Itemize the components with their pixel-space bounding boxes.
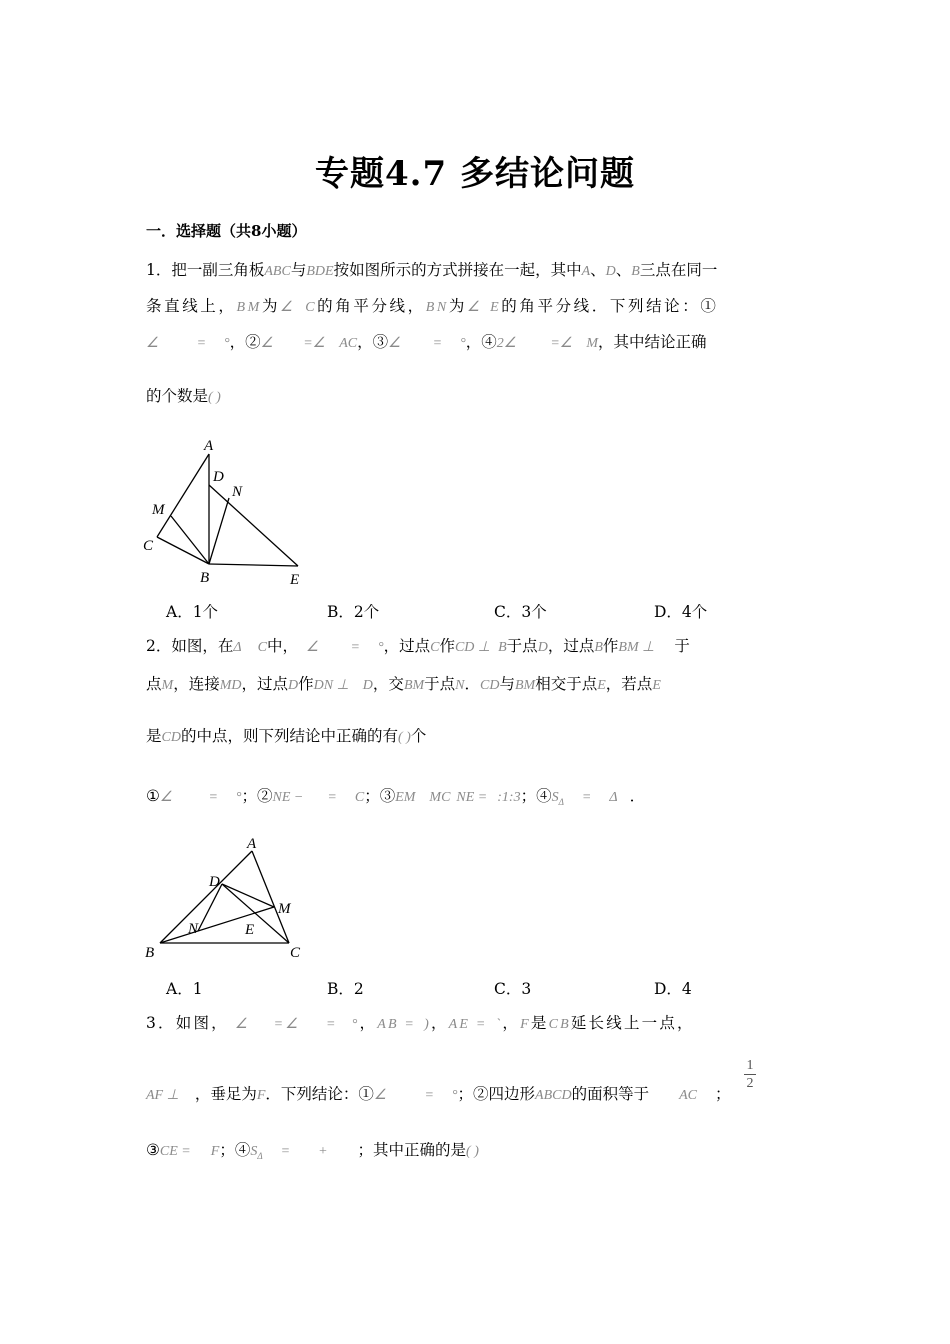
q2-label-m: M (278, 901, 291, 917)
q2-figure (138, 832, 318, 966)
q2-option-b[interactable]: B．2 (327, 980, 364, 998)
q2-label-a: A (247, 836, 257, 852)
q1-label-b: B (200, 570, 210, 586)
q1-option-d[interactable]: D．4个 (654, 603, 708, 621)
q2-label-b: B (145, 945, 155, 961)
q2-option-a[interactable]: A．1 (166, 980, 203, 998)
q1-label-n: N (232, 484, 243, 500)
q1-option-b[interactable]: B．2个 (327, 603, 380, 621)
q1-line-4: 的个数是( ) (146, 387, 221, 405)
q1-line-3: ∠ = °，②∠ =∠ AC，③∠ = °，④2∠ =∠ M，其中结论正确 (146, 333, 707, 351)
q1-line-1: 1．把一副三角板ABC与BDE按如图所示的方式拼接在一起，其中A、D、B三点在同一 (146, 261, 718, 279)
q3-fraction: 1 2 (744, 1058, 756, 1093)
section-heading: 一．选择题（共8小题） (146, 222, 307, 240)
q2-line-3: 是CD的中点，则下列结论中正确的有( )个 (146, 727, 427, 745)
q1-option-a[interactable]: A．1个 (166, 603, 219, 621)
q2-label-e: E (245, 922, 255, 938)
q2-label-d: D (209, 874, 220, 890)
q2-option-c[interactable]: C．3 (494, 980, 532, 998)
q2-label-n: N (188, 921, 199, 937)
page-title: 专题4.7 多结论问题 (315, 154, 635, 194)
q1-label-e: E (290, 572, 300, 588)
q1-option-c[interactable]: C．3个 (494, 603, 547, 621)
q1-figure (138, 432, 318, 592)
q1-label-a: A (204, 438, 214, 454)
q2-line-2: 点M，连接MD，过点D作DN ⊥ D，交BM于点N．CD与BM相交于点E，若点E (146, 675, 661, 693)
q2-option-d[interactable]: D．4 (654, 980, 692, 998)
q1-label-c: C (143, 538, 154, 554)
q2-label-c: C (290, 945, 301, 961)
q3-line-2: AF ⊥ ，垂足为F．下列结论：①∠ = °；②四边形ABCD的面积等于 AC ； (146, 1085, 731, 1103)
q1-label-d: D (213, 469, 224, 485)
q2-conclusions: ①∠ = °；②NE − = C；③EM MC NE = :1:3；$④S_\Delta = \Delta$ ． (146, 787, 646, 808)
q1-label-m: M (152, 502, 165, 518)
q1-line-2: 条直线上，BM为∠ C的角平分线，BN为∠ E的角平分线．下列结论：① (146, 297, 719, 315)
q3-line-1: 3．如图， ∠ =∠ = °，AB = )，AE = `，F是CB延长线上一点， (146, 1014, 695, 1032)
q3-line-3: ③CE = F；$④S_\Delta$ = + ；其中正确的是( ) (146, 1141, 479, 1162)
q2-line-1: 2．如图，在Δ C中， ∠ = °，过点C作CD ⊥ B于点D，过点B作BM ⊥ 于 (146, 637, 690, 655)
